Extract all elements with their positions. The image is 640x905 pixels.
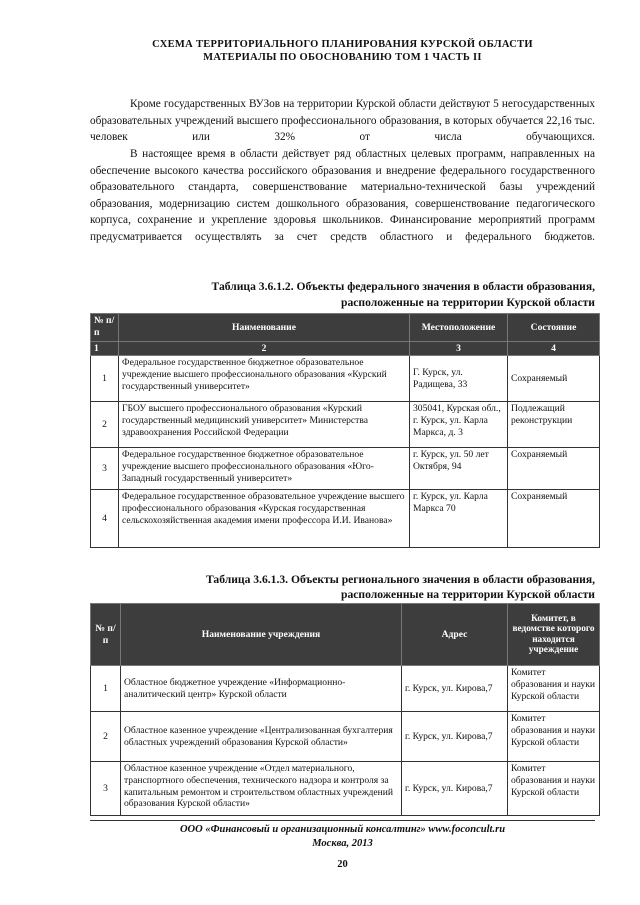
institution-address: г. Курск, ул. Кирова,7 [402,666,508,712]
institution-address: г. Курск, ул. Кирова,7 [402,712,508,762]
table-row [91,490,600,548]
table-row [91,356,600,402]
table-row [91,448,600,490]
header-line-1: СХЕМА ТЕРРИТОРИАЛЬНОГО ПЛАНИРОВАНИЯ КУРСКОЙ ОБЛАСТИ [152,39,533,50]
table-row [91,666,600,712]
row-number: 1 [91,356,119,402]
object-location: г. Курск, ул. 50 лет Октября, 94 [410,448,508,490]
institution-committee: Комитет образования и науки Курской области [508,712,600,762]
table1-colnum-2: 2 [119,342,410,356]
footer-divider [90,820,595,821]
row-number: 2 [91,712,121,762]
table1-colnum-1: 1 [91,342,119,356]
row-number: 3 [91,762,121,816]
footer-city-year: Москва, 2013 [312,838,373,849]
object-location: 305041, Курская обл., г. Курск, ул. Карла Маркса, д. 3 [410,402,508,448]
object-location: Г. Курск, ул. Радищева, 33 [410,356,508,402]
row-number: 3 [91,448,119,490]
table-row [91,712,600,762]
object-name: Федеральное государственное бюджетное образовательное учреждение высшего профессионального образования «Юго-Западный государственный университет» [119,448,410,490]
object-state: Сохраняемый [508,448,600,490]
object-name: ГБОУ высшего профессионального образования «Курский государственный медицинский университет» Министерства здравоохранения Российской Федерации [119,402,410,448]
object-name: Федеральное государственное бюджетное образовательное учреждение высшего профессионального образования «Курский государственный университет» [119,356,410,402]
table1-header-state: Состояние [508,314,600,342]
table2-header-name: Наименование учреждения [121,604,402,666]
institution-name: Областное казенное учреждение «Централизованная бухгалтерия областных учреждений образования Курской области» [121,712,402,762]
regional-objects-table [90,603,600,816]
institution-name: Областное бюджетное учреждение «Информационно-аналитический центр» Курской области [121,666,402,712]
table2-title-line-2: расположенные на территории Курской области [341,588,595,601]
object-state: Сохраняемый [508,490,600,548]
paragraph-1: Кроме государственных ВУЗов на территории Курской области действуют 5 негосударственных образовательных учреждений высшего профессионального образования, в которых обучается 22,16 тыс. человек или 32% от числа обучающихся. [90,98,595,144]
institution-committee: Комитет образования и науки Курской области [508,666,600,712]
object-state: Сохраняемый [508,356,600,402]
table2-header-address: Адрес [402,604,508,666]
table2-title-line-1: Таблица 3.6.1.3. Объекты регионального значения в области образования, [205,573,595,586]
page-number: 20 [337,859,348,870]
object-name: Федеральное государственное образовательное учреждение высшего профессионального образования «Курская государственная сельскохозяйственная академия имени профессора И.И. Иванова» [119,490,410,548]
table1-header-name: Наименование [119,314,410,342]
object-location: г. Курск, ул. Карла Маркса 70 [410,490,508,548]
row-number: 2 [91,402,119,448]
table2-header-num: № п/п [91,604,121,666]
table1-title-line-1: Таблица 3.6.1.2. Объекты федерального значения в области образования, [211,280,595,293]
table-row [91,402,600,448]
row-number: 4 [91,490,119,548]
table1-colnum-4: 4 [508,342,600,356]
federal-objects-table [90,313,600,548]
header-line-2: МАТЕРИАЛЫ ПО ОБОСНОВАНИЮ ТОМ 1 ЧАСТЬ II [203,52,482,63]
institution-name: Областное казенное учреждение «Отдел материального, транспортного обеспечения, технического надзора и контроля за капитальным ремонтом и строительством областных учреждений образования Курской области» [121,762,402,816]
institution-address: г. Курск, ул. Кирова,7 [402,762,508,816]
table1-header-location: Местоположение [410,314,508,342]
object-state: Подлежащий реконструкции [508,402,600,448]
table-row [91,762,600,816]
table1-colnum-3: 3 [410,342,508,356]
paragraph-2: В настоящее время в области действует ряд областных целевых программ, направленных на обеспечение высокого качества российского образования и внедрение федерального государственного образовательного стандарта, совершенствование материально-технической базы учреждений образования, модернизацию систем дошкольного образования, совершенствование педагогического корпуса, сохранение и укрепление здоровья школьников. Финансирование мероприятий программ предусматривается осуществлять за счет средств областного и федерального бюджетов. [90,148,595,243]
table1-title-line-2: расположенные на территории Курской области [341,296,595,309]
institution-committee: Комитет образования и науки Курской области [508,762,600,816]
table1-header-num: № п/п [91,314,119,342]
row-number: 1 [91,666,121,712]
footer-company: ООО «Финансовый и организационный консалтинг» www.foconcult.ru [179,824,506,835]
table2-header-committee: Комитет, в ведомстве которого находится учреждение [508,604,600,666]
